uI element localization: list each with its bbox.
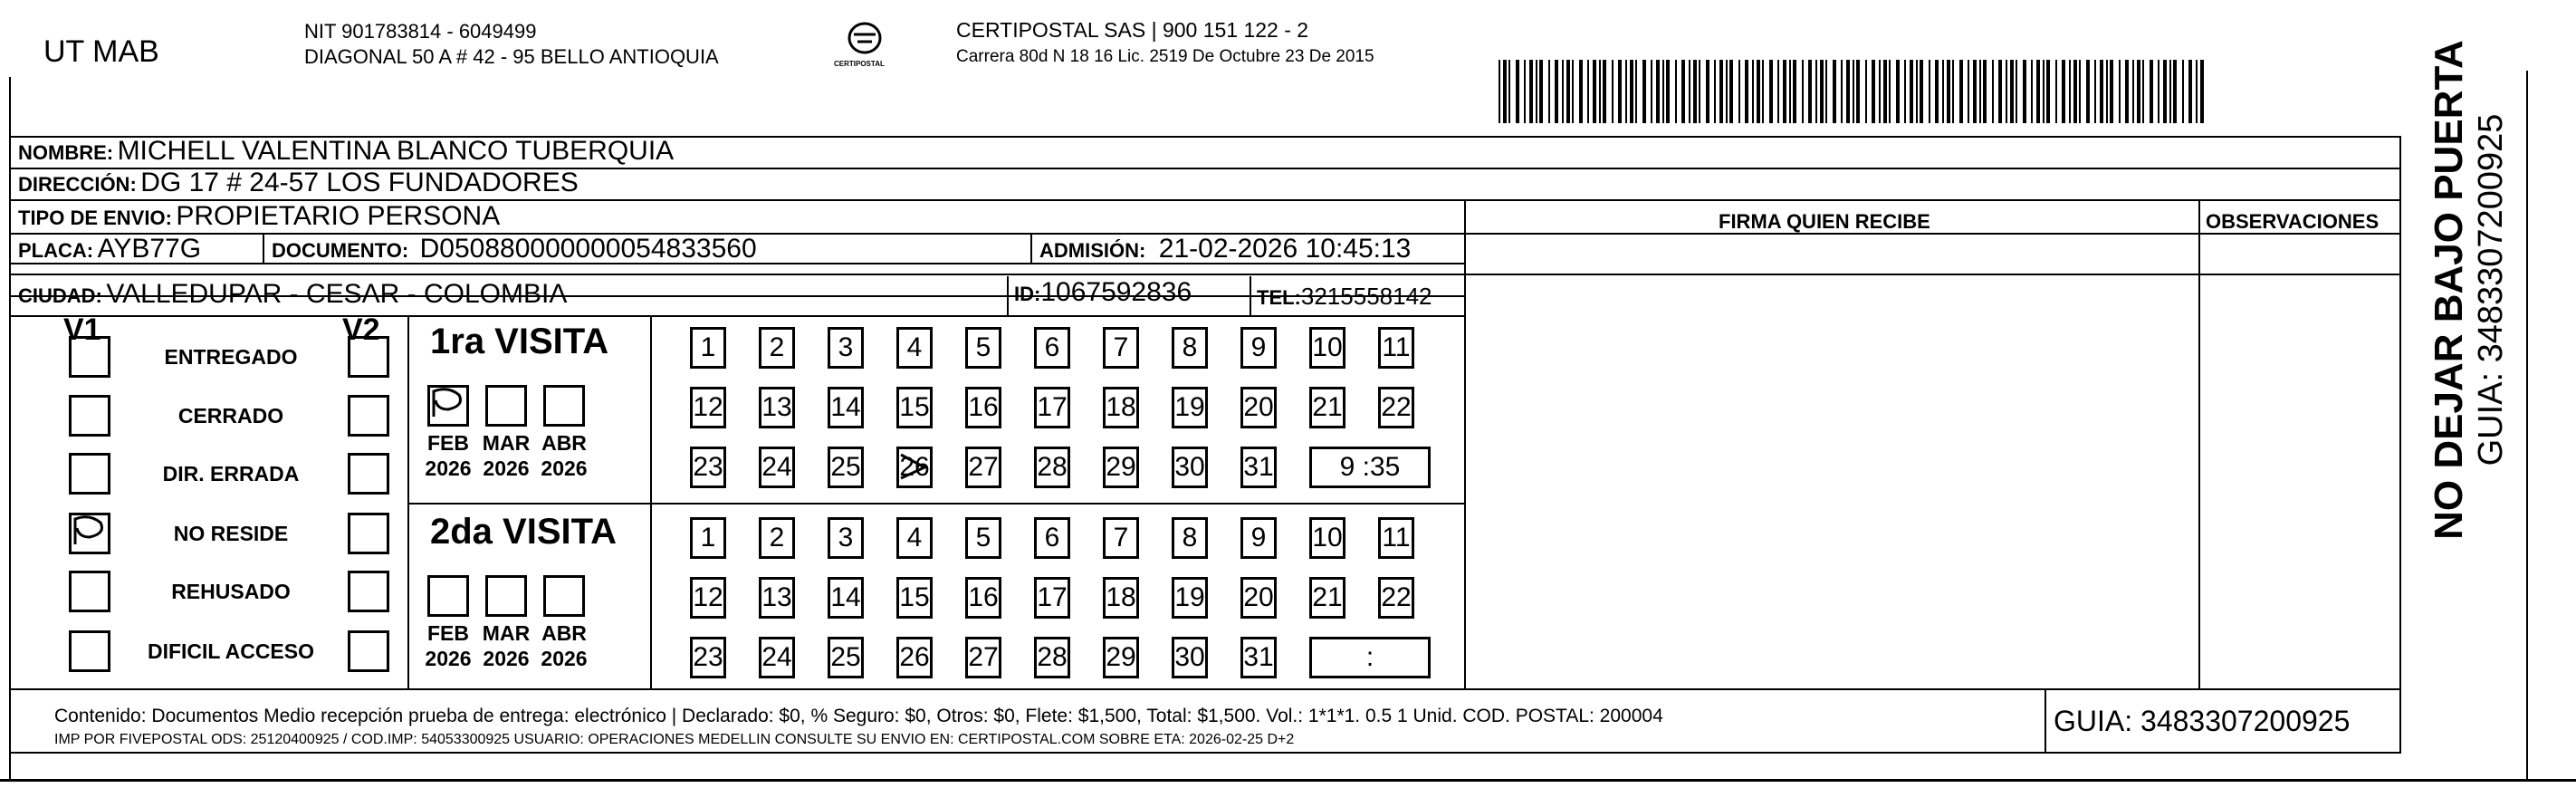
day-box[interactable]: 27 [965, 637, 1001, 678]
month-label [537, 620, 591, 671]
id-label: ID: [1014, 283, 1041, 305]
tel-value: 3215558142 [1300, 283, 1432, 310]
obs-col-line [2198, 199, 2200, 688]
day-box[interactable]: 13 [759, 577, 795, 619]
status-label: REHUSADO [171, 580, 291, 603]
admision-value: 21-02-2026 10:45:13 [1158, 234, 1412, 264]
placa-value: AYB77G [97, 234, 202, 264]
day-box[interactable]: 20 [1240, 387, 1277, 428]
month-name: FEB [427, 621, 469, 645]
status-label: NO RESIDE [173, 522, 289, 545]
obs-header-line [9, 274, 2399, 275]
month-name: MAR [482, 431, 531, 455]
day-box[interactable]: 5 [965, 327, 1001, 369]
day-box[interactable]: 2 [759, 327, 795, 369]
direccion-label: DIRECCIÓN: [18, 173, 137, 196]
day-box[interactable]: 25 [828, 447, 864, 488]
nombre-label: NOMBRE: [18, 141, 114, 164]
documento-cell [272, 234, 757, 264]
v1-checkbox[interactable] [69, 453, 110, 495]
id-value: 1067592836 [1040, 277, 1192, 307]
certipostal-logo [834, 16, 892, 80]
logo-text: CERTIPOSTAL [834, 60, 885, 68]
day-box[interactable]: 18 [1103, 577, 1139, 619]
status-label: DIR. ERRADA [162, 462, 300, 485]
day-check-mark [897, 449, 934, 485]
month-name: ABR [541, 431, 587, 455]
day-box[interactable]: 12 [690, 387, 726, 428]
v2-checkbox[interactable] [348, 630, 389, 672]
month-checkbox[interactable] [543, 575, 585, 617]
day-box[interactable]: 29 [1103, 447, 1139, 488]
month-name: MAR [482, 621, 531, 645]
v2-header: V2 [342, 312, 380, 347]
visit-title: 1ra VISITA [430, 322, 609, 361]
day-box[interactable]: 25 [828, 637, 864, 678]
day-box[interactable]: 28 [1034, 637, 1070, 678]
status-label: ENTREGADO [164, 345, 298, 369]
day-box[interactable]: 5 [965, 517, 1001, 559]
day-box[interactable]: 4 [896, 517, 933, 559]
day-box[interactable]: 9 [1240, 517, 1277, 559]
day-box[interactable]: 16 [965, 577, 1001, 619]
month-checkbox[interactable] [485, 385, 527, 427]
v2-checkbox[interactable] [348, 336, 389, 378]
observaciones-header: OBSERVACIONES [2206, 210, 2380, 233]
tipo-envio-row [18, 201, 500, 232]
footer-guia-line [2045, 688, 2046, 752]
day-box[interactable]: 21 [1309, 387, 1345, 428]
ciudad-value: VALLEDUPAR - CESAR - COLOMBIA [106, 279, 568, 309]
month-year: 2026 [425, 456, 472, 480]
contenido-text: Contenido: Documentos Medio recepción prueba de entrega: electrónico | Declarado: $0, % Seguro: $0, Otros: $0, Flete: $1,500, Total: $1,500. Vol.: 1*1*1. 0.5 1 Unid. COD. POSTAL: 200004 [54, 706, 1663, 726]
placa-cell [18, 234, 201, 264]
day-box[interactable]: 3 [828, 517, 864, 559]
day-box[interactable]: 14 [828, 387, 864, 428]
day-box[interactable]: 10 [1309, 327, 1345, 369]
day-box[interactable]: 27 [965, 447, 1001, 488]
month-label [537, 430, 591, 481]
month-checkbox[interactable] [427, 575, 469, 617]
footer-bottom [9, 752, 2399, 754]
no-dejar-bajo-puerta: NO DEJAR BAJO PUERTA [2427, 40, 2471, 540]
v2-checkbox[interactable] [348, 395, 389, 437]
day-box[interactable]: 15 [896, 577, 933, 619]
month-year: 2026 [483, 647, 530, 670]
day-box[interactable]: 2 [759, 517, 795, 559]
day-box[interactable]: 31 [1240, 637, 1277, 678]
firma-header: FIRMA QUIEN RECIBE [1719, 210, 1930, 233]
grid-bottom [9, 688, 2399, 690]
ciudad-label: CIUDAD: [18, 284, 102, 307]
month-label [479, 620, 533, 671]
day-box[interactable]: 19 [1172, 577, 1208, 619]
right-edge [2526, 71, 2528, 779]
tel-label: TEL: [1257, 286, 1301, 309]
day-box[interactable]: 7 [1103, 327, 1139, 369]
day-box[interactable]: 28 [1034, 447, 1070, 488]
day-box[interactable]: 12 [690, 577, 726, 619]
day-box[interactable]: 19 [1172, 387, 1208, 428]
month-checkbox[interactable] [427, 385, 469, 427]
day-box[interactable]: 29 [1103, 637, 1139, 678]
day-box[interactable]: 13 [759, 387, 795, 428]
documento-value: D050880000000054833560 [419, 234, 757, 264]
day-box[interactable]: 17 [1034, 577, 1070, 619]
v1-checkbox[interactable] [69, 513, 110, 554]
v1-header: V1 [63, 312, 101, 347]
day-box[interactable]: 18 [1103, 387, 1139, 428]
day-box[interactable]: 17 [1034, 387, 1070, 428]
day-box[interactable]: 21 [1309, 577, 1345, 619]
documento-label: DOCUMENTO: [272, 239, 409, 262]
imp-text: IMP POR FIVEPOSTAL ODS: 25120400925 / COD.IMP: 54053300925 USUARIO: OPERACIONES MEDELLIN CONSULTE SU ENVIO EN: CERTIPOSTAL.COM SOBRE ETA: 2026-02-25 D+2 [54, 732, 1295, 747]
tel-cell [1257, 283, 1432, 311]
v2-checkbox[interactable] [348, 571, 389, 612]
day-box[interactable]: 24 [759, 637, 795, 678]
month-name: ABR [541, 621, 587, 645]
cell-divider [1030, 233, 1032, 263]
nit-text: NIT 901783814 - 6049499 [304, 20, 537, 43]
day-box[interactable]: 30 [1172, 447, 1208, 488]
day-box[interactable]: 10 [1309, 517, 1345, 559]
v1-checkbox[interactable] [69, 571, 110, 612]
v1-checkbox[interactable] [69, 395, 110, 437]
tipo-envio-label: TIPO DE ENVIO: [18, 207, 172, 229]
id-cell [1014, 277, 1192, 308]
company-name: CERTIPOSTAL SAS | 900 151 122 - 2 [956, 18, 1309, 42]
day-box[interactable]: 8 [1172, 327, 1208, 369]
left-edge [9, 77, 11, 779]
visit-title: 2da VISITA [430, 512, 617, 552]
direccion-row [18, 168, 579, 198]
month-year: 2026 [541, 456, 588, 480]
day-box[interactable]: 23 [690, 637, 726, 678]
v1-checkbox[interactable] [69, 336, 110, 378]
admision-label: ADMISIÓN: [1039, 239, 1146, 262]
month-label [479, 430, 533, 481]
form-right-edge [2399, 136, 2401, 754]
day-box[interactable]: 8 [1172, 517, 1208, 559]
v2-checkbox[interactable] [348, 513, 389, 554]
nombre-row [18, 136, 674, 167]
visit-separator [407, 503, 1464, 505]
day-box[interactable]: 14 [828, 577, 864, 619]
day-box[interactable]: 1 [690, 327, 726, 369]
day-box[interactable]: 9 [1240, 327, 1277, 369]
status-label: CERRADO [177, 404, 284, 428]
v2-checkbox[interactable] [348, 453, 389, 495]
status-label: DIFICIL ACCESO [147, 639, 314, 663]
day-box[interactable]: 4 [896, 327, 933, 369]
month-year: 2026 [541, 647, 588, 670]
month-year: 2026 [483, 456, 530, 480]
status-divider [407, 315, 409, 688]
placa-label: PLACA: [18, 239, 94, 262]
day-box[interactable]: 15 [896, 387, 933, 428]
bottom-edge [0, 779, 2576, 782]
cell-divider [263, 233, 264, 263]
day-box[interactable]: 6 [1034, 327, 1070, 369]
row-line [9, 315, 1464, 317]
cell-divider [1007, 276, 1009, 315]
nombre-value: MICHELL VALENTINA BLANCO TUBERQUIA [117, 136, 675, 166]
visit-divider [650, 315, 652, 688]
admision-cell [1039, 234, 1411, 264]
license-text: Carrera 80d N 18 16 Lic. 2519 De Octubre 23 De 2015 [956, 47, 1374, 66]
firma-col-line [1464, 199, 1466, 688]
day-box[interactable]: 30 [1172, 637, 1208, 678]
day-box[interactable]: 26 [896, 447, 933, 488]
day-box[interactable]: 23 [690, 447, 726, 488]
cell-divider [1250, 276, 1251, 315]
month-checkbox[interactable] [485, 575, 527, 617]
day-box[interactable]: 31 [1240, 447, 1277, 488]
barcode-icon [1499, 60, 2223, 123]
tipo-envio-value: PROPIETARIO PERSONA [176, 201, 501, 231]
day-box[interactable]: 11 [1378, 327, 1414, 369]
day-box[interactable]: 7 [1103, 517, 1139, 559]
month-label [421, 620, 475, 671]
issuer-address: DIAGONAL 50 A # 42 - 95 BELLO ANTIOQUIA [304, 45, 719, 68]
day-box[interactable]: 26 [896, 637, 933, 678]
ciudad-cell [18, 279, 567, 310]
day-box[interactable]: 3 [828, 327, 864, 369]
day-box[interactable]: 11 [1378, 517, 1414, 559]
v1-checkbox[interactable] [69, 630, 110, 672]
day-box[interactable]: 16 [965, 387, 1001, 428]
time-box[interactable]: : [1309, 637, 1431, 678]
month-checkbox[interactable] [543, 385, 585, 427]
time-box[interactable]: 9 :35 [1309, 447, 1431, 488]
day-box[interactable]: 22 [1378, 387, 1414, 428]
month-name: FEB [427, 431, 469, 455]
day-box[interactable]: 20 [1240, 577, 1277, 619]
side-guia: GUIA: 3483307200925 [2472, 113, 2510, 466]
day-box[interactable]: 6 [1034, 517, 1070, 559]
day-box[interactable]: 22 [1378, 577, 1414, 619]
ut-mab-brand: UT MAB [43, 34, 159, 69]
footer-guia: GUIA: 3483307200925 [2054, 705, 2351, 737]
day-box[interactable]: 1 [690, 517, 726, 559]
day-box[interactable]: 24 [759, 447, 795, 488]
month-year: 2026 [425, 647, 472, 670]
month-label [421, 430, 475, 481]
direccion-value: DG 17 # 24-57 LOS FUNDADORES [140, 168, 579, 197]
